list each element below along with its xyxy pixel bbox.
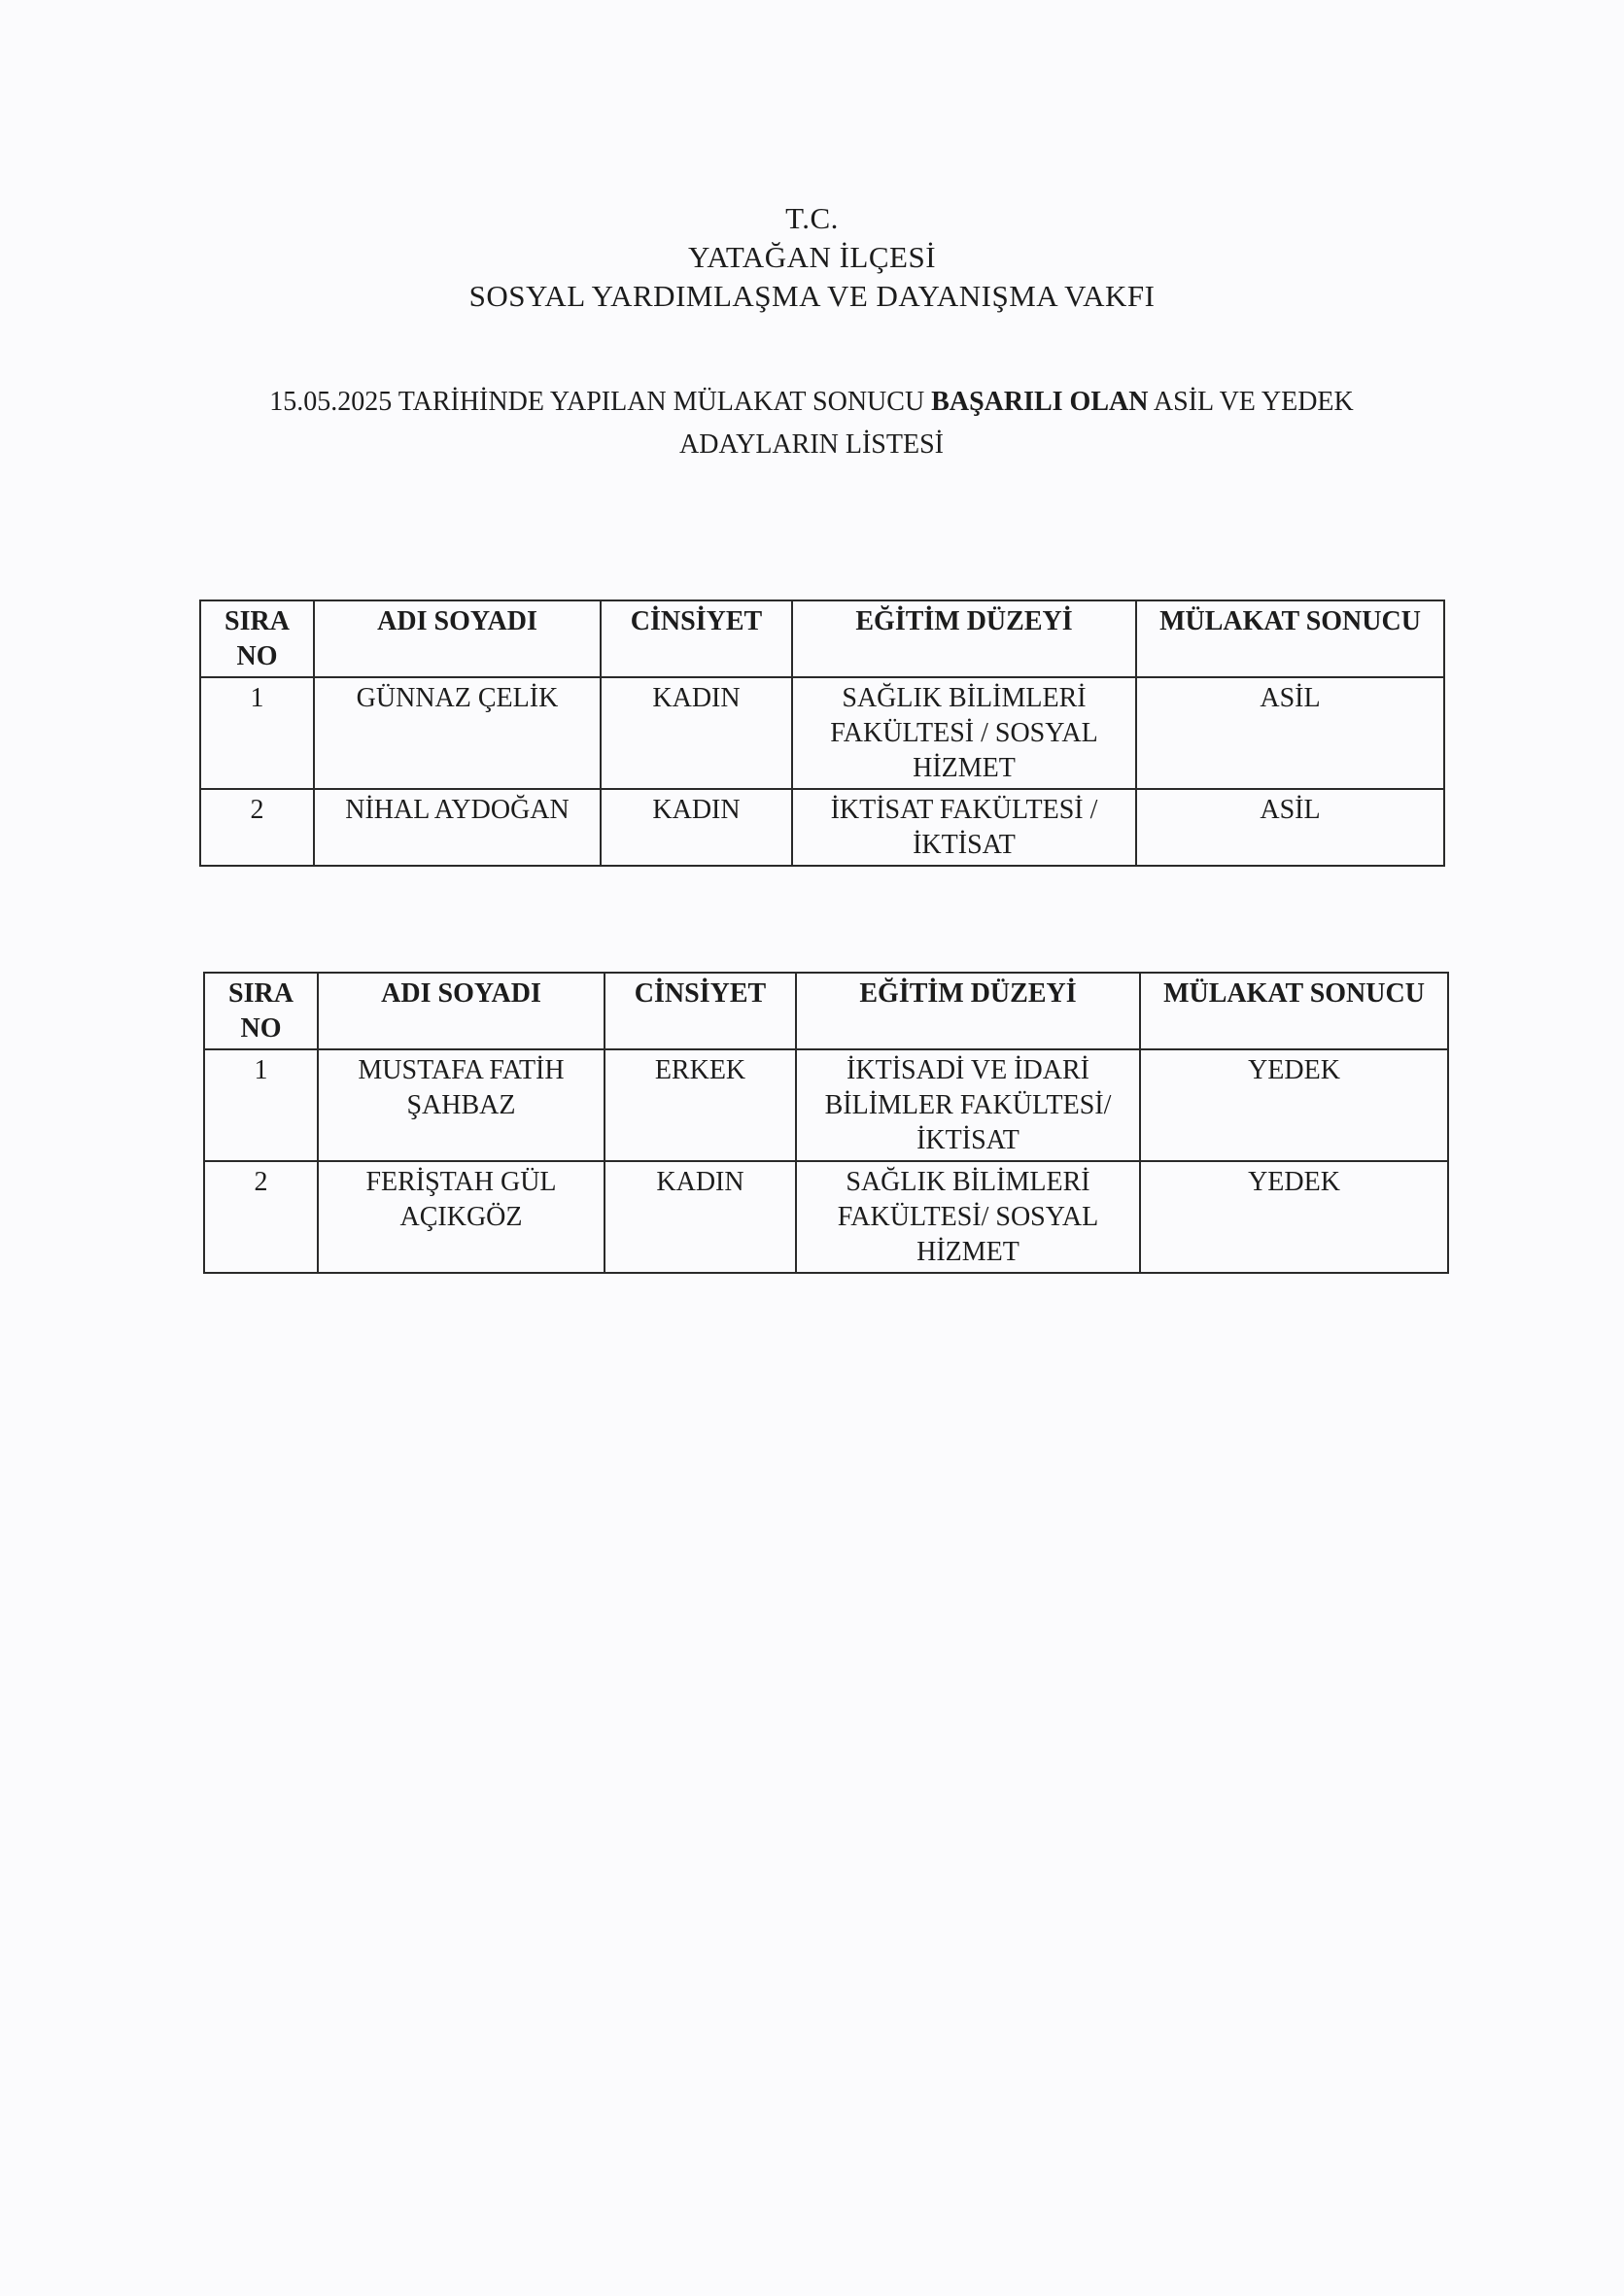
col-sonuc: MÜLAKAT SONUCU [1140, 973, 1448, 1049]
document-header [0, 199, 1624, 316]
table-row [204, 1161, 1448, 1273]
cell-result: ASİL [1136, 789, 1444, 866]
document-subtitle [199, 381, 1424, 466]
subtitle-post: ASİL VE YEDEK ADAYLARIN LİSTESİ [679, 387, 1354, 460]
col-adi-soyadi: ADI SOYADI [314, 600, 601, 677]
col-egitim: EĞİTİM DÜZEYİ [792, 600, 1136, 677]
table-row [200, 789, 1444, 866]
table-row [200, 677, 1444, 789]
subtitle-bold: BAŞARILI OLAN [931, 387, 1149, 417]
col-adi-soyadi: ADI SOYADI [318, 973, 605, 1049]
col-cinsiyet: CİNSİYET [605, 973, 796, 1049]
table-row [204, 1049, 1448, 1161]
col-sira-no: SIRA NO [200, 600, 314, 677]
cell-gender: ERKEK [605, 1049, 796, 1161]
asil-candidates-table [199, 600, 1445, 867]
col-egitim: EĞİTİM DÜZEYİ [796, 973, 1140, 1049]
cell-name: MUSTAFA FATİH ŞAHBAZ [318, 1049, 605, 1161]
cell-education: SAĞLIK BİLİMLERİ FAKÜLTESİ / SOSYAL HİZMET [792, 677, 1136, 789]
cell-education: İKTİSAT FAKÜLTESİ / İKTİSAT [792, 789, 1136, 866]
cell-gender: KADIN [601, 789, 792, 866]
cell-name: FERİŞTAH GÜL AÇIKGÖZ [318, 1161, 605, 1273]
cell-result: YEDEK [1140, 1161, 1448, 1273]
subtitle-pre: 15.05.2025 TARİHİNDE YAPILAN MÜLAKAT SONUCU [269, 387, 932, 417]
table-header-row [204, 973, 1448, 1049]
cell-gender: KADIN [605, 1161, 796, 1273]
cell-name: GÜNNAZ ÇELİK [314, 677, 601, 789]
cell-education: SAĞLIK BİLİMLERİ FAKÜLTESİ/ SOSYAL HİZMET [796, 1161, 1140, 1273]
col-cinsiyet: CİNSİYET [601, 600, 792, 677]
cell-name: NİHAL AYDOĞAN [314, 789, 601, 866]
cell-gender: KADIN [601, 677, 792, 789]
cell-result: YEDEK [1140, 1049, 1448, 1161]
col-sonuc: MÜLAKAT SONUCU [1136, 600, 1444, 677]
header-tc: T.C. [785, 201, 839, 235]
cell-education: İKTİSADİ VE İDARİ BİLİMLER FAKÜLTESİ/ İKTİSAT [796, 1049, 1140, 1161]
cell-no: 2 [200, 789, 314, 866]
table-header-row [200, 600, 1444, 677]
cell-no: 1 [204, 1049, 318, 1161]
cell-result: ASİL [1136, 677, 1444, 789]
header-foundation: SOSYAL YARDIMLAŞMA VE DAYANIŞMA VAKFI [468, 279, 1156, 313]
header-district: YATAĞAN İLÇESİ [687, 240, 937, 274]
cell-no: 1 [200, 677, 314, 789]
cell-no: 2 [204, 1161, 318, 1273]
col-sira-no: SIRA NO [204, 973, 318, 1049]
yedek-candidates-table [203, 972, 1449, 1274]
